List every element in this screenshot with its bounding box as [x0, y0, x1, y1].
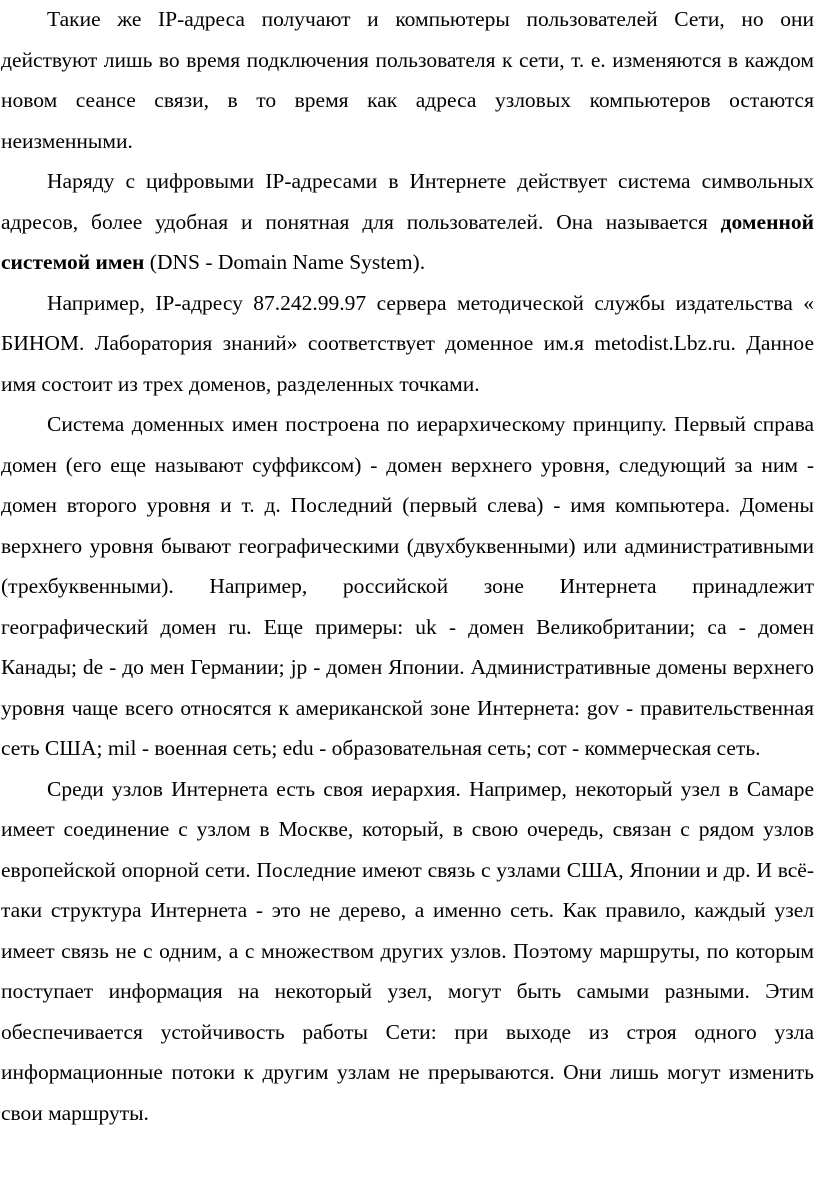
- dns-abbreviation-text: (DNS - Domain Name System).: [144, 250, 426, 274]
- paragraph-domain-hierarchy: Система доменных имен построена по иерархическому принципу. Первый справа домен (его еще называют суффиксом) - домен верхнего уровня, следующий за ним - домен второго уровня и т. д. Последний (первый слева) - имя компьютера. Домены верхнего уровня бывают географическими (двухбуквенными) или административными (трехбуквенными). Например, российской зоне Интернета принадлежит географический домен ru. Еще примеры: uk - домен Великобритании; са - домен Канады; de - до мен Германии; jp - домен Японии. Административные домены верхнего уровня чаще всего относятся к американской зоне Интернета: gov - правительственная сеть США; mil - военная сеть; edu - образовательная сеть; сот - коммерческая сеть.: [1, 412, 814, 760]
- paragraph-dynamic-ip: Такие же IP-адреса получают и компьютеры пользователей Сети, но они действуют лишь во время подключения пользователя к сети, т. е. изменяются в каждом новом сеансе связи, в то время как адреса узловых компьютеров остаются неизменными.: [1, 7, 814, 153]
- paragraph-node-hierarchy: Среди узлов Интернета есть своя иерархия. Например, некоторый узел в Самаре имеет соединение с узлом в Москве, который, в свою очередь, связан с рядом узлов европейской опорной сети. Последние имеют связь с узлами США, Японии и др. И всё-таки структура Интернета - это не дерево, а именно сеть. Как правило, каждый узел имеет связь не с одним, а с множеством других узлов. Поэтому маршруты, по которым поступает информация на некоторый узел, могут быть самыми разными. Этим обеспечивается устойчивость работы Сети: при выходе из строя одного узла информационные потоки к другим узлам не прерываются. Они лишь могут изменить свои маршруты.: [1, 776, 814, 1125]
- dns-intro-text: Наряду с цифровыми IP-адресами в Интернете действует система символьных адресов, более удобная и понятная для пользователей. Она называется: [1, 169, 814, 234]
- dns-term-bold: доменной системой имен: [1, 209, 814, 274]
- paragraph-dns-intro: [1, 161, 814, 283]
- paragraph-domain-example: Например, IP-адресу 87.242.99.97 сервера методической службы издательства « БИНОМ. Лаборатория знаний» соответствует доменное им.я metodist.Lbz.ru. Данное имя состоит из трех доменов, разделенных точками.: [1, 290, 814, 396]
